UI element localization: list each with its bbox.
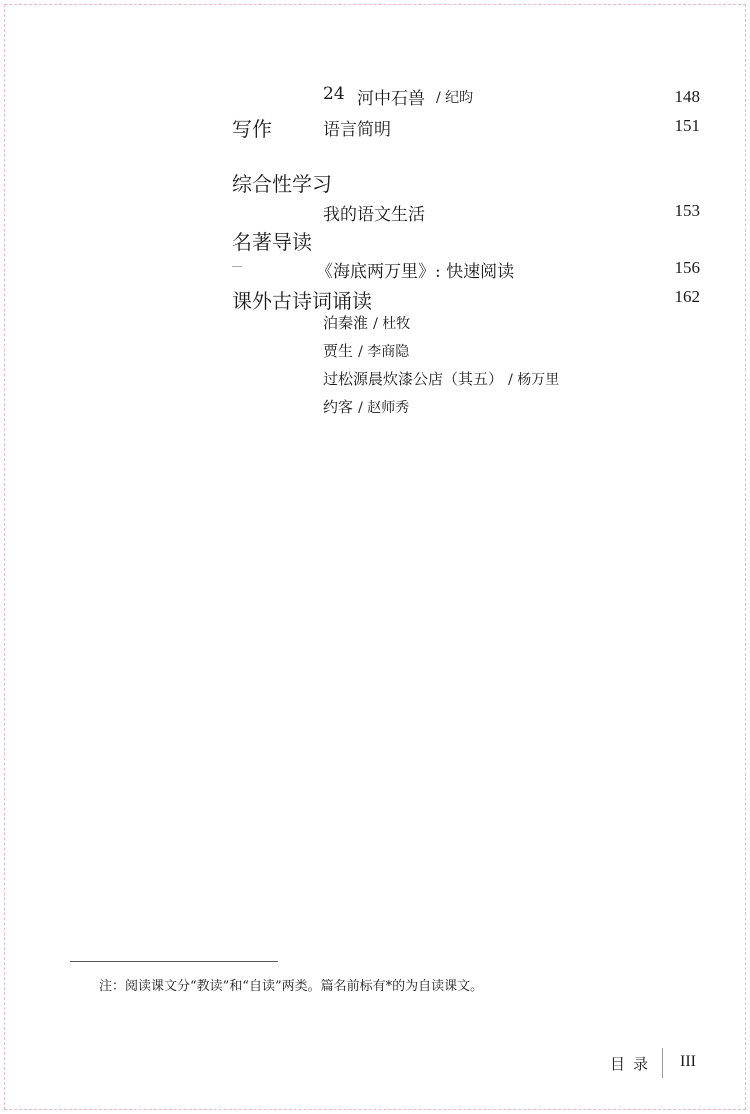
writing-page: 151 [674, 116, 700, 135]
poem-title: 贾生 [323, 342, 354, 360]
section-poetry: 课外古诗词诵读 [232, 289, 372, 313]
lesson-24-page: 148 [674, 87, 700, 106]
poem-item-3[interactable] [323, 368, 559, 389]
footer-divider [662, 1048, 663, 1078]
poem-title: 过松源晨炊漆公店（其五） [323, 370, 504, 388]
footnote-text: 注：阅读课文分“教读”和“自读”两类。篇名前标有*的为自读课文。 [99, 979, 484, 994]
margin-dash [232, 266, 242, 267]
poem-title: 约客 [323, 398, 354, 416]
section-writing: 写作 [232, 117, 272, 141]
classics-page: 156 [674, 258, 700, 277]
page-border [4, 4, 746, 1110]
poem-item-4[interactable] [323, 396, 409, 417]
section-classics: 名著导读 [232, 230, 312, 254]
lesson-24-title[interactable]: 河中石兽 [357, 89, 425, 109]
poem-author: / 李商隐 [358, 344, 410, 360]
poem-item-1[interactable] [323, 312, 410, 333]
footer-section-label: 目录 [610, 1055, 657, 1073]
poem-item-2[interactable] [323, 340, 409, 361]
comprehensive-title[interactable]: 我的语文生活 [323, 205, 425, 225]
section-comprehensive: 综合性学习 [232, 172, 332, 196]
poem-author: / 杨万里 [508, 372, 560, 388]
poetry-page: 162 [674, 287, 700, 306]
lesson-24-number: 24 [323, 84, 345, 104]
classics-title[interactable]: 《海底两万里》: 快速阅读 [316, 262, 515, 282]
poem-author: / 杜牧 [373, 316, 411, 332]
comprehensive-page: 153 [674, 201, 700, 220]
poem-author: / 赵师秀 [358, 400, 410, 416]
lesson-24-author: / 纪昀 [436, 90, 474, 106]
footer-page-number: III [680, 1053, 696, 1070]
writing-title[interactable]: 语言简明 [323, 120, 391, 140]
poem-title: 泊秦淮 [323, 314, 369, 332]
footnote-rule [70, 961, 278, 962]
